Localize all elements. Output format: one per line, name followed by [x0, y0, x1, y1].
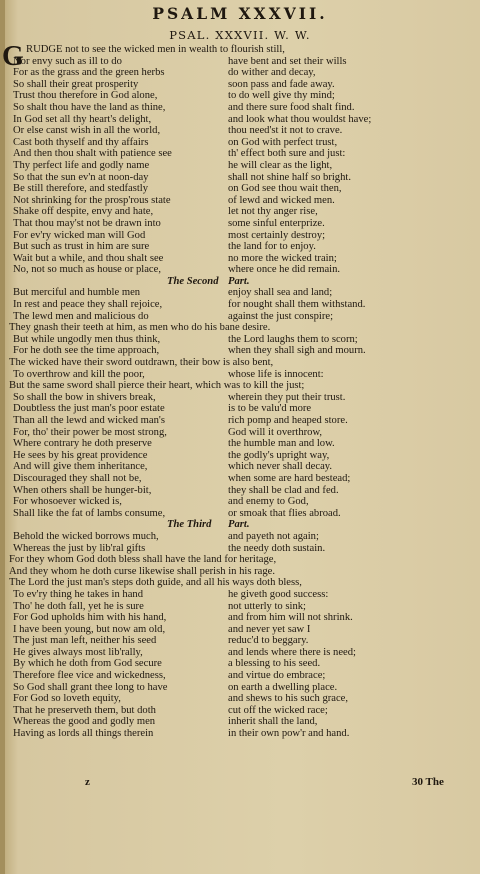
verse-line [0, 322, 480, 334]
verse-line [0, 369, 480, 381]
verse-line [0, 461, 480, 473]
verse-line-right: reduc'd to beggary. [228, 635, 309, 647]
verse-line-right: cut off the wicked race; [228, 704, 328, 716]
verse-line-right: and look what thou wouldst have; [228, 113, 372, 125]
verse-line-right: no more the wicked train; [228, 252, 337, 264]
verse-line-right: God will it overthrow, [228, 426, 323, 438]
verse-line-text: They gnash their teeth at him, as men who do his bane desire. [9, 322, 271, 334]
verse-line [0, 705, 480, 717]
verse-line-left: Where contrary he doth preserve [13, 438, 152, 450]
verse-line [0, 658, 480, 670]
verse-line-right: and there sure food shalt find. [228, 101, 355, 113]
verse-line [0, 624, 480, 636]
verse-line-right: the godly's upright way, [228, 449, 330, 461]
verse-line-right: on God with perfect trust, [228, 136, 338, 148]
verse-line [0, 577, 480, 589]
verse-line [0, 287, 480, 299]
verse-line-left: Having as lords all things therein [13, 728, 154, 740]
verse-line [0, 716, 480, 728]
verse-line-left: For whosoever wicked is, [13, 496, 122, 508]
verse-line [0, 44, 480, 56]
verse-line [0, 172, 480, 184]
verse-line-right: and never yet saw I [228, 623, 311, 635]
verse-line [0, 357, 480, 369]
verse-line-left: The Second [167, 275, 219, 287]
verse-line-text: RUDGE not to see the wicked men in wealth to flourish still, [26, 44, 285, 55]
verse-line-left: Be still therefore, and stedfastly [13, 183, 149, 195]
verse-line [0, 496, 480, 508]
verse-line-right: soon pass and fade away. [228, 78, 335, 90]
verse-line-text: And they whom he doth curse likewise shall perish in his rage. [9, 565, 275, 577]
part-heading [0, 276, 480, 288]
verse-line [0, 554, 480, 566]
verse-line-left: The lewd men and malicious do [13, 310, 149, 322]
verse-line-right: the Lord laughs them to scorn; [228, 333, 358, 345]
verse-line-right: thou need'st it not to crave. [228, 125, 343, 137]
verse-line-right: and enemy to God, [228, 496, 309, 508]
verse-line-left: I have been young, but now am old, [13, 623, 166, 635]
verse-line-left: Nor envy such as ill to do [13, 55, 122, 67]
verse-line-left: But such as trust in him are sure [13, 241, 150, 253]
verse-line [0, 241, 480, 253]
verse-line [0, 218, 480, 230]
verse-line-left: That he preserveth them, but doth [13, 704, 156, 716]
verse-line-right: where once he did remain. [228, 264, 341, 276]
verse-line-right: whose life is innocent: [228, 368, 324, 380]
catchword: 30 The [412, 776, 444, 788]
verse-line [0, 531, 480, 543]
verse-line-right: some sinful enterprize. [228, 217, 325, 229]
verse-line [0, 183, 480, 195]
verse-line-left: Trust thou therefore in God alone, [13, 90, 158, 102]
verse-line [0, 438, 480, 450]
verse-line-left: Thy perfect life and godly name [13, 159, 150, 171]
verse-line [0, 334, 480, 346]
verse-line [0, 392, 480, 404]
verse-line-right: is to be valu'd more [228, 403, 312, 415]
verse-line [0, 635, 480, 647]
verse-line-right: in their own pow'r and hand. [228, 728, 350, 740]
verse-line-left: To overthrow and kill the poor, [13, 368, 145, 380]
verse-line-left: To ev'ry thing he takes in hand [13, 588, 144, 600]
verse-line-left: The Third [167, 519, 212, 531]
verse-line-right: shall not shine half so bright. [228, 171, 351, 183]
verse-line-right: of lewd and wicked men. [228, 194, 335, 206]
verse-line-right: against the just conspire; [228, 310, 334, 322]
verse-line [0, 67, 480, 79]
verse-line-right: and lends where there is need; [228, 646, 356, 658]
verse-line-right: inherit shall the land, [228, 716, 318, 728]
verse-line-right: have bent and set their wills [228, 55, 347, 67]
verse-line-left: For God so loveth equity, [13, 693, 121, 705]
verse-line-text: But the same sword shall pierce their heart, which was to kill the just; [9, 380, 305, 392]
verse-line-left: For, tho' their power be most strong, [13, 426, 167, 438]
verse-line-left: For God upholds him with his hand, [13, 612, 167, 624]
verse-line-left: So that the sun ev'n at noon-day [13, 171, 149, 183]
verse-line-left: Not shrinking for the prosp'rous state [13, 194, 171, 206]
verse-line [0, 566, 480, 578]
verse-line-right: a blessing to his seed. [228, 658, 321, 670]
verse-line-left: For he doth see the time approach, [13, 345, 160, 357]
verse-line-left: For as the grass and the green herbs [13, 67, 165, 79]
verse-line [0, 253, 480, 265]
running-head: PSALM XXXVII. [152, 4, 328, 23]
verse-line [0, 90, 480, 102]
verse-line-right: not utterly to sink; [228, 600, 306, 612]
verse-line [0, 647, 480, 659]
verse-line-right: wherein they put their trust. [228, 391, 346, 403]
verse-line-left: But while ungodly men thus think, [13, 333, 161, 345]
verse-line-left: By which he doth from God secure [13, 658, 162, 670]
verse-line [0, 415, 480, 427]
verse-line-right: and payeth not again; [228, 530, 319, 542]
verse-line [0, 195, 480, 207]
verse-line-left: Behold the wicked borrows much, [13, 530, 159, 542]
verse-line-right: Part. [228, 519, 250, 531]
verse-line-left: Therefore flee vice and wickedness, [13, 670, 166, 682]
verse-line [0, 311, 480, 323]
verse-line-right: the land for to enjoy. [228, 241, 316, 253]
verse-line [0, 206, 480, 218]
verse-line-left: Shake off despite, envy and hate, [13, 206, 154, 218]
verse-line-left: Than all the lewd and wicked man's [13, 415, 165, 426]
verse-line [0, 473, 480, 485]
verse-line-right: rich pomp and heaped store. [228, 415, 348, 426]
verse-line-left: He sees by his great providence [13, 449, 148, 461]
verse-line [0, 102, 480, 114]
verse-line-right: which never shall decay. [228, 461, 333, 473]
verse-line [0, 612, 480, 624]
verse-line [0, 508, 480, 520]
verse-body [0, 41, 480, 740]
verse-line-right: when some are hard bestead; [228, 472, 351, 484]
signature-mark: z [85, 776, 90, 788]
verse-line [0, 148, 480, 160]
drop-cap: G [2, 41, 24, 72]
verse-line-left: So shalt thou have the land as thine, [13, 101, 166, 113]
verse-line-left: So shall the bow in shivers break, [13, 391, 156, 403]
verse-line [0, 682, 480, 694]
verse-line [0, 543, 480, 555]
verse-line-right: or smoak that flies abroad. [228, 507, 341, 519]
verse-line-left: In rest and peace they shall rejoice, [13, 299, 163, 311]
verse-line [0, 114, 480, 126]
verse-line-left: And then thou shalt with patience see [13, 148, 172, 160]
verse-line-left: For ev'ry wicked man will God [13, 229, 146, 241]
verse-line-left: No, not so much as house or place, [13, 264, 161, 276]
verse-line-right: he giveth good success: [228, 588, 329, 600]
verse-line-left: Cast both thyself and thy affairs [13, 136, 149, 148]
verse-line [0, 79, 480, 91]
verse-line-text: For they whom God doth bless shall have the land for heritage, [9, 554, 277, 566]
verse-line-right: they shall be clad and fed. [228, 484, 339, 496]
verse-line-right: Part. [228, 275, 250, 287]
verse-line-left: The just man left, neither his seed [13, 635, 157, 647]
verse-line [0, 230, 480, 242]
verse-line [0, 670, 480, 682]
verse-line-left: So God shall grant thee long to have [13, 681, 168, 693]
verse-line [0, 380, 480, 392]
verse-line-right: and virtue do embrace; [228, 670, 326, 682]
verse-line-left: In God set all thy heart's delight, [13, 113, 152, 125]
verse-line [0, 427, 480, 439]
verse-line-right: to do well give thy mind; [228, 90, 335, 102]
verse-line-right: for nought shall them withstand. [228, 299, 366, 311]
verse-line-left: But merciful and humble men [13, 287, 141, 299]
verse-line-text: The Lord the just man's steps doth guide, and all his ways doth bless, [9, 577, 302, 589]
verse-line-right: when they shall sigh and mourn. [228, 345, 366, 357]
verse-line [0, 56, 480, 68]
verse-line-right: on God see thou wait then, [228, 183, 342, 195]
verse-line-right: do wither and decay, [228, 67, 316, 79]
verse-line-right: th' effect both sure and just: [228, 148, 346, 160]
verse-line [0, 589, 480, 601]
verse-line-right: he will clear as the light, [228, 159, 333, 171]
verse-line [0, 264, 480, 276]
verse-line [0, 160, 480, 172]
verse-line-right: enjoy shall sea and land; [228, 287, 333, 299]
verse-line-right: and shews to his such grace, [228, 693, 349, 705]
verse-line [0, 137, 480, 149]
verse-line [0, 485, 480, 497]
verse-line-left: Shall like the fat of lambs consume, [13, 507, 166, 519]
verse-line-left: Or else canst wish in all the world, [13, 125, 161, 137]
verse-line-right: and from him will not shrink. [228, 612, 353, 624]
verse-line-left: He gives always most lib'rally, [13, 646, 143, 658]
verse-line [0, 125, 480, 137]
psalm-subtitle: PSAL. XXXVII. W. W. [169, 28, 311, 42]
part-heading [0, 519, 480, 531]
verse-line-left: Whereas the just by lib'ral gifts [13, 542, 146, 554]
verse-line-left: Tho' he doth fall, yet he is sure [13, 600, 144, 612]
verse-line [0, 299, 480, 311]
verse-line-left: Doubtless the just man's poor estate [13, 403, 165, 415]
verse-line-right: on earth a dwelling place. [228, 681, 338, 693]
verse-line-text: The wicked have their sword outdrawn, their bow is also bent, [9, 357, 274, 369]
verse-line-right: let not thy anger rise, [228, 206, 318, 218]
verse-line [0, 693, 480, 705]
verse-line [0, 345, 480, 357]
verse-line-left: That thou may'st not be drawn into [13, 217, 161, 229]
verse-line-right: the humble man and low. [228, 438, 335, 450]
verse-line [0, 728, 480, 740]
verse-line-left: And will give them inheritance, [13, 461, 148, 473]
verse-line [0, 601, 480, 613]
verse-line-left: Discouraged they shall not be, [13, 472, 142, 484]
verse-line-left: Whereas the good and godly men [13, 716, 156, 728]
verse-line-left: When others shall be hunger-bit, [13, 484, 152, 496]
verse-line-right: the needy doth sustain. [228, 542, 326, 554]
verse-line-right: most certainly destroy; [228, 229, 326, 241]
verse-line [0, 450, 480, 462]
verse-line-left: So shall their great prosperity [13, 78, 139, 90]
verse-line-left: Wait but a while, and thou shalt see [13, 252, 164, 264]
verse-line [0, 403, 480, 415]
